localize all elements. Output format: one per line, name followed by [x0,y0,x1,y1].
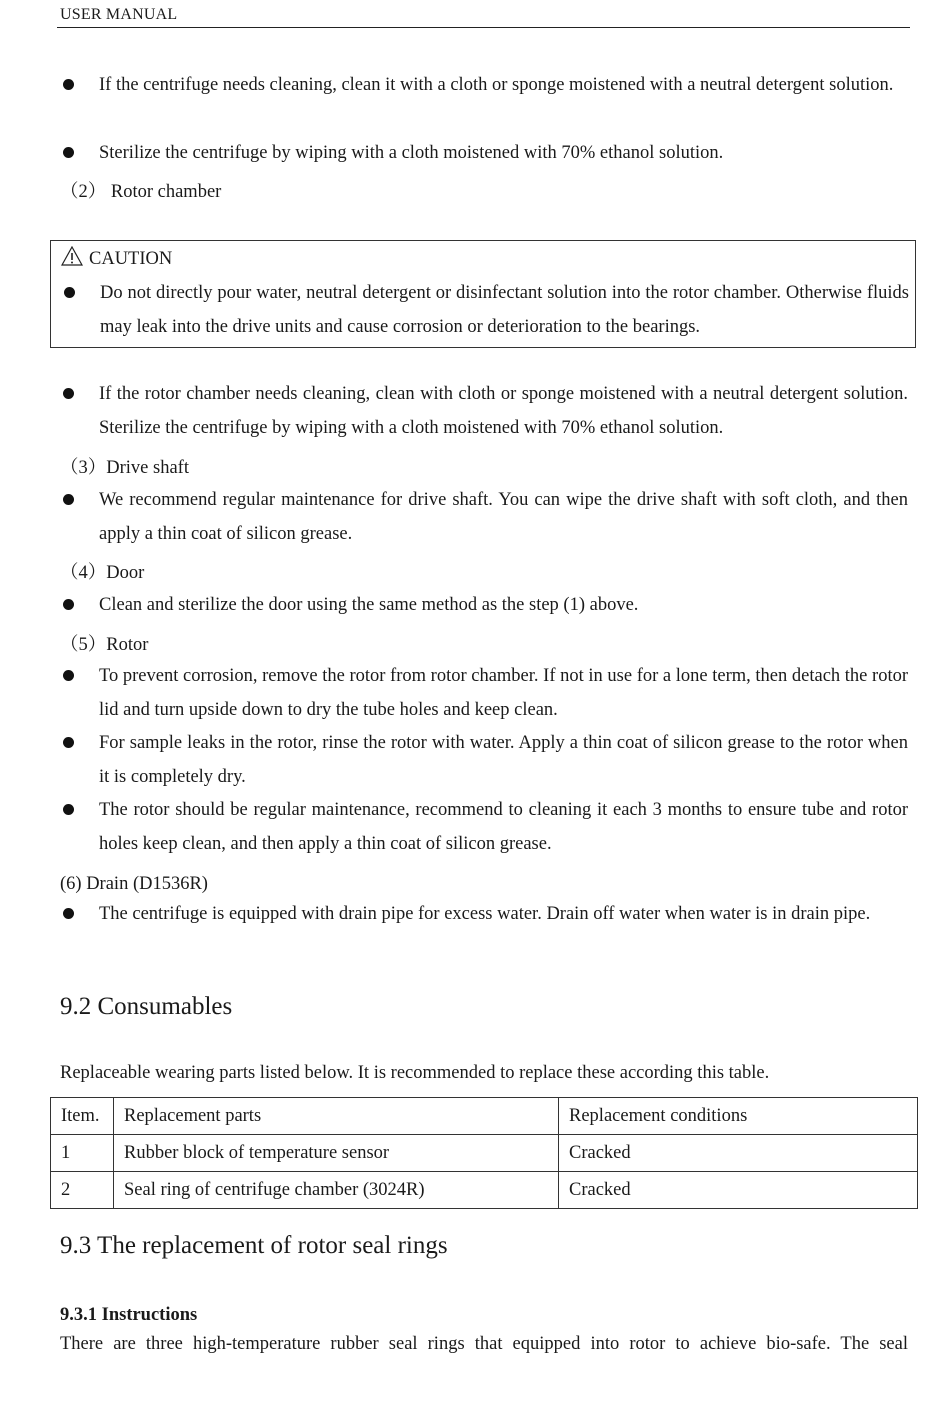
section-heading: 9.2 Consumables [60,993,233,1020]
bullet-dot [64,287,75,298]
list-item: Do not directly pour water, neutral detergent or disinfectant solution into the rotor chamber. Otherwise fluids may leak into the drive units and cause corrosion or deterioration to the bearings. [61,276,909,344]
bullet-dot [63,599,74,610]
consumables-table [50,1097,918,1209]
warning-icon [61,246,83,272]
table-row [51,1172,918,1209]
bullet-dot [63,388,74,399]
header-title: USER MANUAL [60,6,178,23]
list-item: We recommend regular maintenance for drive shaft. You can wipe the drive shaft with soft cloth, and then apply a thin coat of silicon grease. [60,483,908,551]
table-cell: Cracked [559,1135,918,1172]
table-header-row [51,1098,918,1135]
body-paragraph: There are three high-temperature rubber seal rings that equipped into rotor to achieve bio-safe. The seal [60,1334,908,1354]
table-cell: Seal ring of centrifuge chamber (3024R) [114,1172,559,1209]
column-header: Item. [51,1098,114,1135]
list-item: Clean and sterilize the door using the same method as the step (1) above. [60,588,908,622]
section-label: （3）Drive shaft [60,458,189,478]
list-item: To prevent corrosion, remove the rotor from rotor chamber. If not in use for a lone term, then detach the rotor lid and turn upside down to dry the tube holes and keep clean. [60,659,908,727]
list-item: For sample leaks in the rotor, rinse the rotor with water. Apply a thin coat of silicon grease to the rotor when it is completely dry. [60,726,908,794]
section-heading: 9.3 The replacement of rotor seal rings [60,1232,448,1259]
page-header [57,5,910,28]
table-cell: Cracked [559,1172,918,1209]
column-header: Replacement parts [114,1098,559,1135]
list-item: If the centrifuge needs cleaning, clean it with a cloth or sponge moistened with a neutral detergent solution. [60,68,908,102]
section-label: （4）Door [60,563,145,583]
column-header: Replacement conditions [559,1098,918,1135]
table-cell: 1 [51,1135,114,1172]
bullet-dot [63,79,74,90]
list-item: The centrifuge is equipped with drain pipe for excess water. Drain off water when water is in drain pipe. [60,897,908,931]
list-item: The rotor should be regular maintenance, recommend to cleaning it each 3 months to ensure tube and rotor holes keep clean, and then apply a thin coat of silicon grease. [60,793,908,861]
bullet-dot [63,804,74,815]
section-label: (6) Drain (D1536R) [60,874,208,894]
list-item: Sterilize the centrifuge by wiping with a cloth moistened with 70% ethanol solution. [60,136,908,170]
bullet-dot [63,670,74,681]
bullet-dot [63,737,74,748]
section-label: （5）Rotor [60,635,149,655]
caution-box [50,240,916,348]
table-row [51,1135,918,1172]
table-cell: Rubber block of temperature sensor [114,1135,559,1172]
list-item: If the rotor chamber needs cleaning, clean with cloth or sponge moistened with a neutral detergent solution. Sterilize the centrifuge by wiping with a cloth moistened with 70% ethanol solution. [60,377,908,445]
caution-title: CAUTION [61,246,172,272]
bullet-dot [63,908,74,919]
bullet-dot [63,147,74,158]
subsection-heading: 9.3.1 Instructions [60,1305,198,1325]
table-cell: 2 [51,1172,114,1209]
bullet-dot [63,494,74,505]
consumables-intro: Replaceable wearing parts listed below. It is recommended to replace these according this table. [60,1063,770,1083]
section-label: （2） Rotor chamber [60,182,222,202]
